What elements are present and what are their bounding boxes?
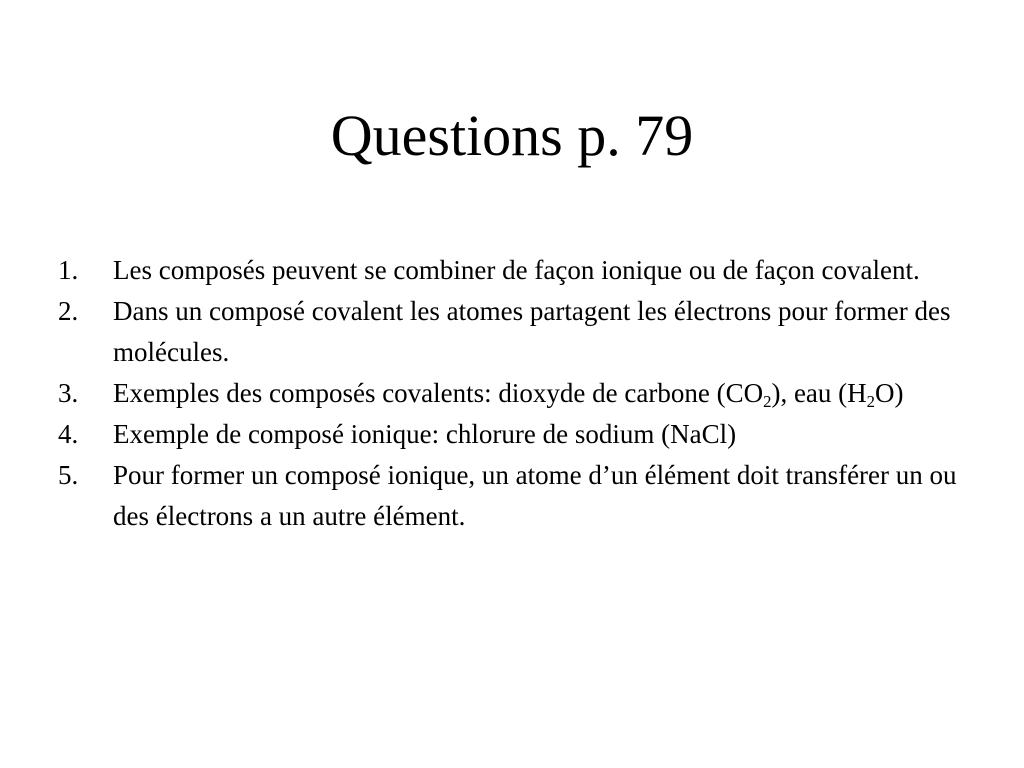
item-number: 3. bbox=[58, 378, 79, 408]
item-number: 4. bbox=[58, 419, 79, 449]
item-text-segment: Exemple de composé ionique: chlorure de sodium (NaCl) bbox=[113, 419, 737, 449]
list-item bbox=[58, 414, 958, 455]
item-text-segment: Exemples des composés covalents: dioxyde de carbone (CO bbox=[113, 378, 764, 408]
item-text bbox=[113, 296, 950, 367]
list-item bbox=[58, 455, 958, 537]
item-text-segment: Dans un composé covalent les atomes partagent les électrons pour former des molécules. bbox=[113, 296, 951, 367]
item-text bbox=[113, 419, 736, 449]
item-text bbox=[113, 255, 920, 285]
item-number: 2. bbox=[58, 296, 79, 326]
question-list bbox=[58, 250, 958, 537]
subscript: 2 bbox=[866, 392, 876, 412]
list-item bbox=[58, 373, 958, 414]
subscript: 2 bbox=[763, 392, 772, 412]
item-text bbox=[113, 378, 904, 412]
slide-title: Questions p. 79 bbox=[330, 103, 694, 168]
list-item bbox=[58, 291, 958, 373]
item-text-segment: O) bbox=[875, 378, 904, 408]
item-text-segment: Pour former un composé ionique, un atome d’un élément doit transférer un ou des électrons a un autre élément. bbox=[113, 460, 957, 531]
item-number: 1. bbox=[58, 255, 79, 285]
item-text-segment: ), eau (H bbox=[771, 378, 867, 408]
item-number: 5. bbox=[58, 460, 79, 490]
item-text-segment: Les composés peuvent se combiner de façon ionique ou de façon covalent. bbox=[113, 255, 920, 285]
item-text bbox=[113, 460, 957, 531]
list-item bbox=[58, 250, 958, 291]
